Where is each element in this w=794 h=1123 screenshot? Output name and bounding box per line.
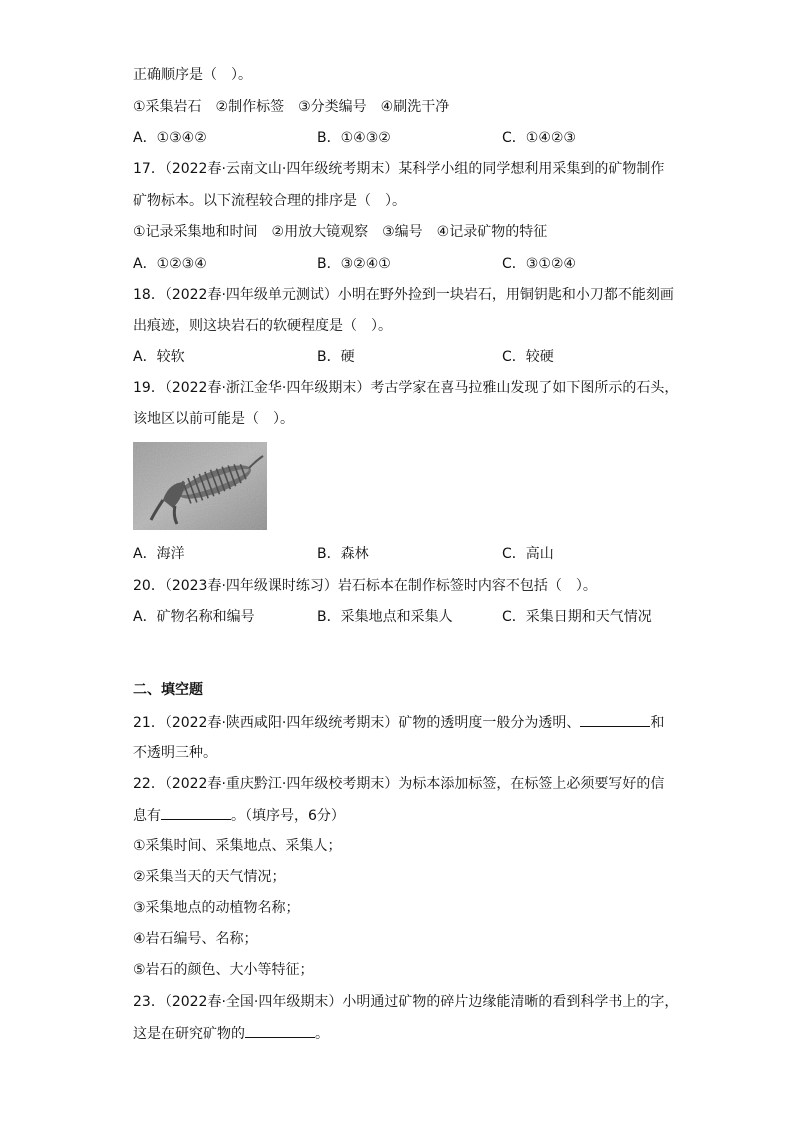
q22-text-post: 。（填序号，6分） <box>231 808 345 824</box>
q21-stem-line2: 不透明三种。 <box>133 745 217 761</box>
q16-option-c: C．①④②③ <box>502 130 576 146</box>
q18-option-b: B．硬 <box>317 349 355 365</box>
q23-text-post: 。 <box>315 1026 329 1042</box>
q19-stem-line2: 该地区以前可能是（ ）。 <box>133 411 294 427</box>
q17-steps: ①记录采集地和时间 ②用放大镜观察 ③编号 ④记录矿物的特征 <box>133 224 548 240</box>
q17-stem-line2: 矿物标本。以下流程较合理的排序是（ ）。 <box>133 193 406 209</box>
q17-option-b: B．③②④① <box>317 256 391 272</box>
q20-option-c: C．采集日期和天气情况 <box>502 609 652 625</box>
q22-stem-line2 <box>133 805 345 826</box>
q16-option-b: B．①④③② <box>317 130 391 146</box>
q20-stem: 20．（2023春·四年级课时练习）岩石标本在制作标签时内容不包括（ ）。 <box>133 578 597 594</box>
q22-item-3: ③采集地点的动植物名称； <box>133 900 300 916</box>
q19-option-a: A．海洋 <box>133 546 185 562</box>
q23-stem-line2 <box>133 1023 329 1044</box>
trilobite-fossil-image <box>133 442 267 530</box>
q20-option-a: A．矿物名称和编号 <box>133 609 255 625</box>
q18-stem-line1: 18．（2022春·四年级单元测试）小明在野外捡到一块岩石，用铜钥匙和小刀都不能刻画 <box>133 287 674 303</box>
q19-option-b: B．森林 <box>317 546 369 562</box>
q23-stem-line1: 23．（2022春·全国·四年级期末）小明通过矿物的碎片边缘能清晰的看到科学书上的字， <box>133 994 679 1010</box>
q18-option-a: A．较软 <box>133 349 185 365</box>
q19-option-c: C．高山 <box>502 546 554 562</box>
q17-option-c: C．③①②④ <box>502 256 576 272</box>
q16-steps: ①采集岩石 ②制作标签 ③分类编号 ④刷洗干净 <box>133 99 450 115</box>
q23-text-pre: 这是在研究矿物的 <box>133 1026 245 1042</box>
q22-item-4: ④岩石编号、名称； <box>133 931 258 947</box>
q22-item-5: ⑤岩石的颜色、大小等特征； <box>133 962 314 978</box>
q20-option-b: B．采集地点和采集人 <box>317 609 453 625</box>
q21-answer-blank[interactable] <box>580 712 650 727</box>
q22-answer-blank[interactable] <box>161 805 231 820</box>
q19-stem-line1: 19．（2022春·浙江金华·四年级期末）考古学家在喜马拉雅山发现了如下图所示的石头， <box>133 380 679 396</box>
q23-answer-blank[interactable] <box>245 1023 315 1038</box>
q16-stem-cont: 正确顺序是（ ）。 <box>133 67 252 83</box>
q22-text-pre: 息有 <box>133 808 161 824</box>
section-title-fill-blank: 二、填空题 <box>133 682 203 698</box>
q22-stem-line1: 22．（2022春·重庆黔江·四年级校考期末）为标本添加标签，在标签上必须要写好的信 <box>133 776 665 792</box>
q21-text-post: 和 <box>650 715 665 731</box>
q18-option-c: C．较硬 <box>502 349 554 365</box>
q16-option-a: A．①③④② <box>133 130 207 146</box>
q21-stem-line1 <box>133 712 664 733</box>
q17-option-a: A．①②③④ <box>133 256 207 272</box>
q17-stem-line1: 17．（2022春·云南文山·四年级统考期末）某科学小组的同学想利用采集到的矿物制作 <box>133 161 665 177</box>
q22-item-2: ②采集当天的天气情况； <box>133 869 286 885</box>
q18-stem-line2: 出痕迹，则这块岩石的软硬程度是（ ）。 <box>133 318 392 334</box>
q22-item-1: ①采集时间、采集地点、采集人； <box>133 838 342 854</box>
q21-text-pre: 21．（2022春·陕西咸阳·四年级统考期末）矿物的透明度一般分为透明、 <box>133 715 581 731</box>
